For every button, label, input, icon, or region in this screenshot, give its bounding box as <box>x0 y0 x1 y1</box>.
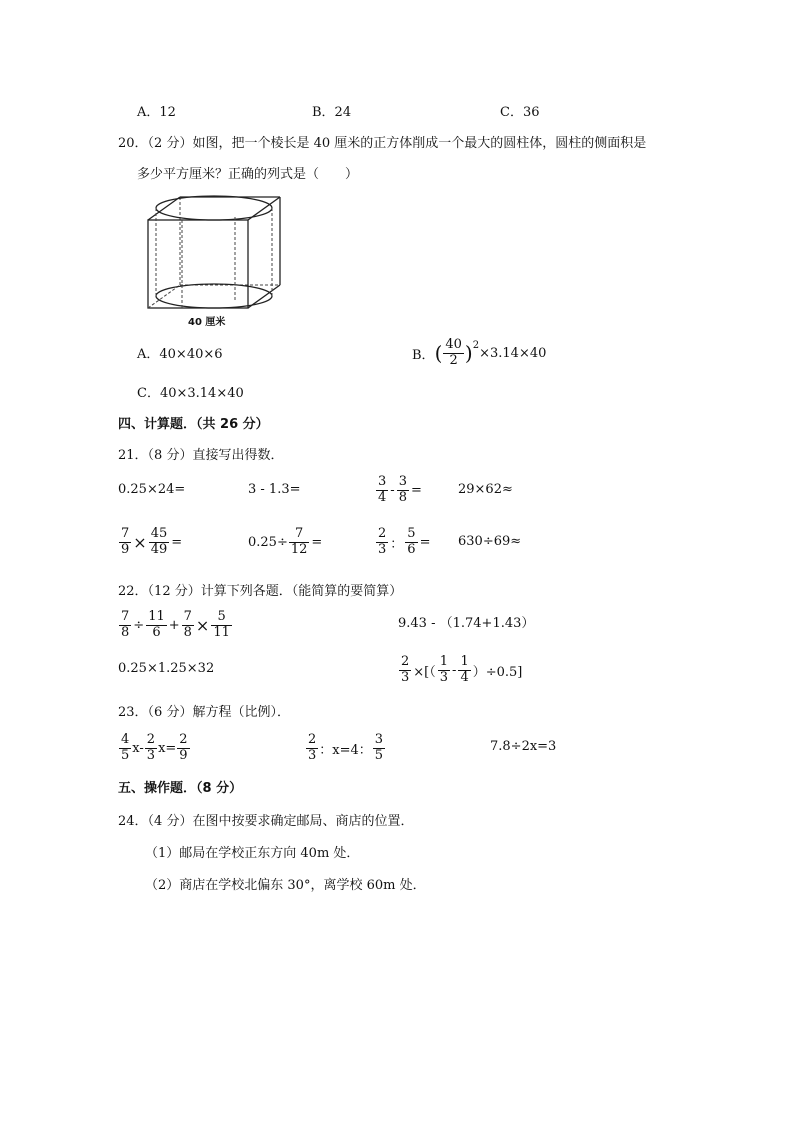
fraction <box>373 733 385 764</box>
q21-expr-2: 3 - 1.3= <box>248 482 301 497</box>
denominator: 3 <box>146 747 156 763</box>
operator: × <box>195 615 210 635</box>
fraction <box>182 610 194 641</box>
numerator: 2 <box>401 654 410 669</box>
cube-cylinder-figure <box>140 190 290 330</box>
q19-option-c: C．36 <box>500 105 540 120</box>
denominator: 8 <box>398 489 407 505</box>
q24-item-2: （2）商店在学校北偏东 30°，离学校 60m 处． <box>145 878 426 893</box>
paren-close: ) <box>464 341 473 366</box>
expression-text: ：x=4： <box>319 742 372 758</box>
operator: ÷ <box>133 617 145 633</box>
q21-expr-1: 0.25×24= <box>118 482 186 497</box>
q20-option-b-rest: ×3.14×40 <box>479 345 547 361</box>
numerator: 7 <box>121 609 130 624</box>
denominator: 12 <box>290 541 308 557</box>
fraction <box>289 527 310 558</box>
operator: ）÷0.5] <box>472 664 523 680</box>
denominator: 5 <box>121 747 130 763</box>
figure-edge-label: 40 厘米 <box>188 317 226 328</box>
numerator: 7 <box>121 526 130 541</box>
numerator: 3 <box>398 474 407 489</box>
fraction <box>397 475 409 506</box>
numerator: 2 <box>308 732 317 747</box>
q21-expr-3 <box>375 475 423 506</box>
numerator: 2 <box>179 732 188 747</box>
denominator: 6 <box>152 624 161 640</box>
numerator: 11 <box>148 609 165 624</box>
section-5-title: 五、操作题．（8 分） <box>118 781 243 796</box>
denominator: 9 <box>121 541 130 557</box>
denominator: 2 <box>449 352 458 368</box>
q22-expr-4 <box>398 655 523 686</box>
numerator: 1 <box>460 654 469 669</box>
fraction <box>399 655 411 686</box>
fraction <box>376 527 388 558</box>
operator: - <box>390 482 395 498</box>
fraction <box>145 733 157 764</box>
q22-expr-2: 9.43 - （1.74+1.43） <box>398 616 535 631</box>
q24-item-1: （1）邮局在学校正东方向 40m 处． <box>145 846 360 861</box>
operator: = <box>311 534 323 550</box>
numerator: 45 <box>150 526 168 541</box>
operator: = <box>410 482 422 498</box>
denominator: 49 <box>150 541 168 557</box>
q20-option-c: C．40×3.14×40 <box>137 386 244 401</box>
numerator: 7 <box>183 609 192 624</box>
q22-expr-3: 0.25×1.25×32 <box>118 661 215 676</box>
fraction <box>443 338 464 369</box>
denominator: 5 <box>374 747 384 763</box>
expression-text: x= <box>158 740 177 756</box>
denominator: 3 <box>401 669 410 685</box>
denominator: 9 <box>179 747 188 763</box>
operator: = <box>171 534 183 550</box>
numerator: 40 <box>445 337 462 352</box>
denominator: 6 <box>407 541 416 557</box>
fraction <box>119 527 131 558</box>
q21-expr-8: 630÷69≈ <box>458 534 522 549</box>
expression-text: 0.25÷ <box>248 534 288 550</box>
q20-stem-line1: 20．（2 分）如图，把一个棱长是 40 厘米的正方体削成一个最大的圆柱体，圆柱的侧面积是 <box>118 136 647 151</box>
operator: + <box>168 617 180 633</box>
q20-option-b-label: B． <box>412 347 435 363</box>
fraction <box>149 527 170 558</box>
numerator: 1 <box>439 654 449 669</box>
q20-option-a: A．40×40×6 <box>137 347 223 362</box>
q23-equation-1 <box>118 733 191 764</box>
numerator: 7 <box>289 527 310 543</box>
expression-text: x- <box>132 740 144 756</box>
fraction <box>376 475 388 506</box>
q21-title: 21．（8 分）直接写出得数． <box>118 448 284 463</box>
denominator: 8 <box>121 624 130 640</box>
q19-option-a: A．12 <box>137 105 176 120</box>
denominator: 4 <box>378 489 387 505</box>
q23-equation-3: 7.8÷2x=3 <box>490 739 557 754</box>
operator: × <box>133 532 147 552</box>
exponent: 2 <box>472 340 480 351</box>
fraction <box>211 610 232 641</box>
denominator: 4 <box>460 669 469 685</box>
operator: ×[（ <box>413 664 436 680</box>
q24-title: 24．（4 分）在图中按要求确定邮局、商店的位置． <box>118 814 414 829</box>
numerator: 2 <box>146 732 156 747</box>
denominator: 8 <box>183 624 192 640</box>
q20-option-b <box>412 338 546 369</box>
denominator: 3 <box>439 669 449 685</box>
operator: - <box>452 662 457 678</box>
fraction <box>146 610 167 641</box>
fraction <box>177 733 189 764</box>
section-4-title: 四、计算题．（共 26 分） <box>118 417 269 432</box>
q21-expr-4: 29×62≈ <box>458 482 513 497</box>
numerator: 2 <box>378 526 387 541</box>
fraction <box>438 655 450 686</box>
q23-title: 23．（6 分）解方程（比例）． <box>118 705 290 720</box>
q22-expr-1 <box>118 610 233 641</box>
q20-stem-line2: 多少平方厘米？正确的列式是（ ） <box>137 167 359 182</box>
paren-open: ( <box>434 341 443 366</box>
operator: ： <box>390 536 404 552</box>
fraction <box>405 527 417 558</box>
numerator: 3 <box>378 474 387 489</box>
fraction <box>119 733 131 764</box>
q19-option-b: B．24 <box>312 105 352 120</box>
operator: = <box>419 534 431 550</box>
denominator: 3 <box>378 541 387 557</box>
q21-expr-6 <box>248 527 323 558</box>
q22-title: 22．（12 分）计算下列各题．（能简算的要简算） <box>118 584 403 599</box>
q21-expr-7 <box>375 527 431 558</box>
numerator: 4 <box>121 732 130 747</box>
fraction <box>119 610 131 641</box>
numerator: 5 <box>407 526 416 541</box>
q23-equation-2 <box>305 733 386 764</box>
numerator: 5 <box>211 610 232 626</box>
q21-expr-5 <box>118 527 183 558</box>
numerator: 3 <box>374 732 384 747</box>
denominator: 3 <box>308 747 317 763</box>
denominator: 11 <box>213 624 230 640</box>
fraction <box>458 655 470 686</box>
fraction <box>306 733 318 764</box>
